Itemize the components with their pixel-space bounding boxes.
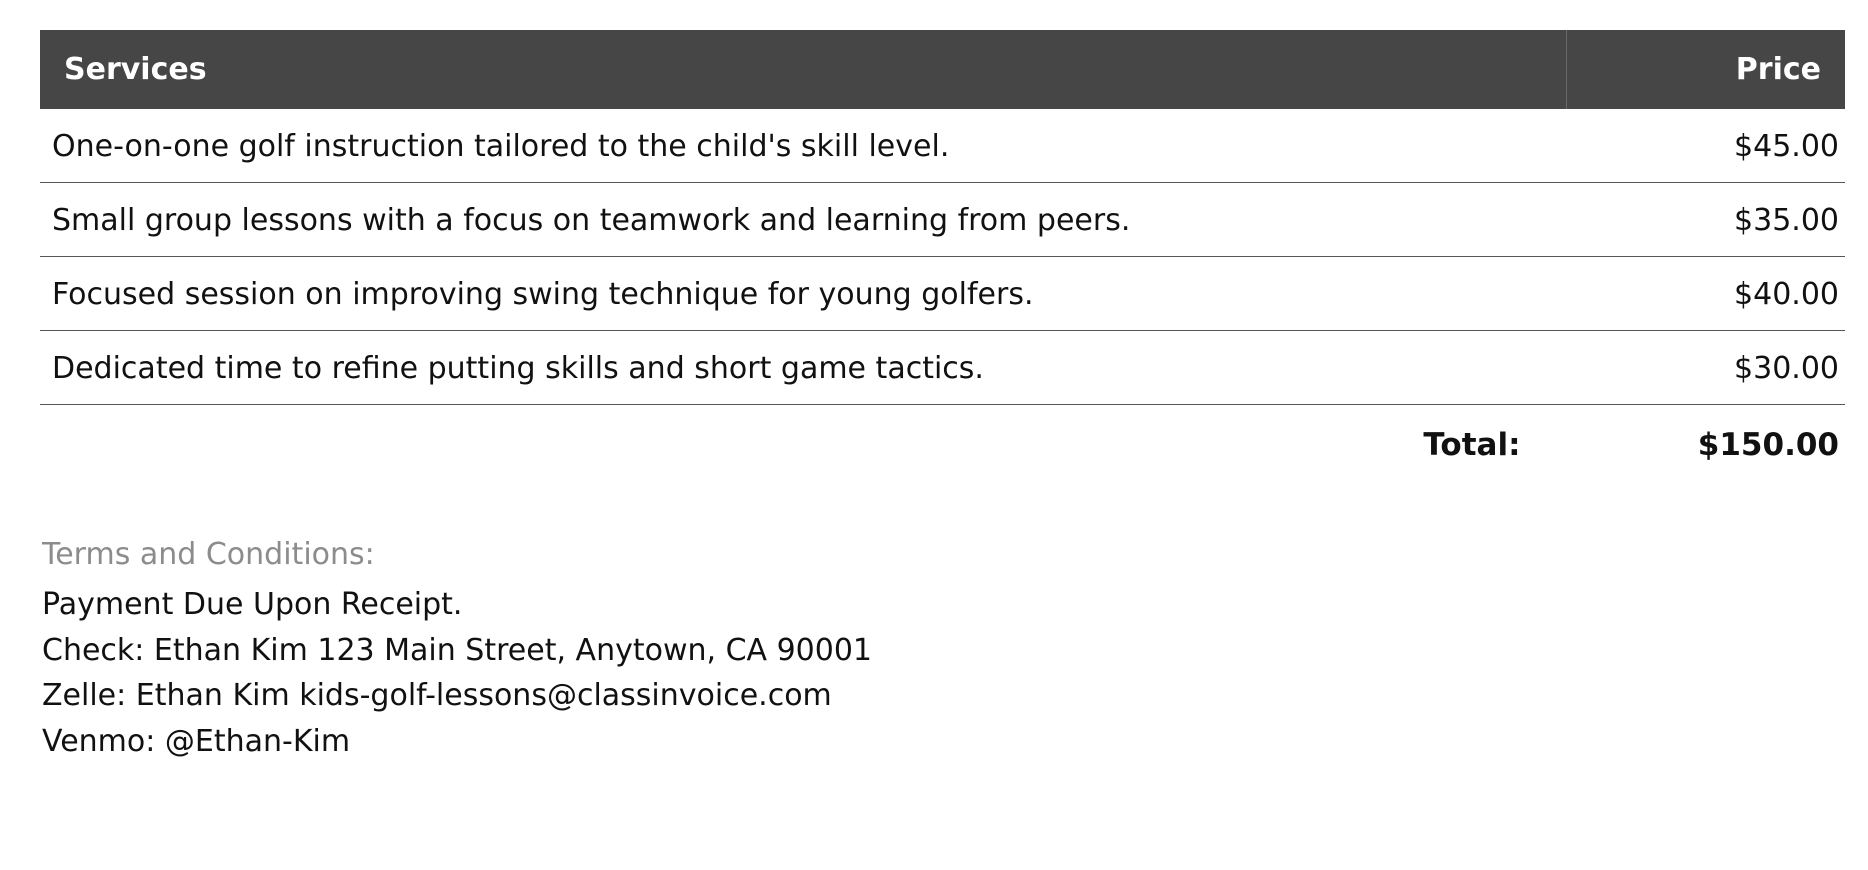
table-row: [40, 331, 1845, 405]
terms-heading: Terms and Conditions:: [42, 537, 375, 572]
table-body: [40, 109, 1845, 481]
service-description: Dedicated time to refine putting skills and short game tactics.: [40, 331, 1567, 405]
service-description: Small group lessons with a focus on teamwork and learning from peers.: [40, 183, 1567, 257]
service-price: $40.00: [1567, 257, 1846, 331]
table-total-row: [40, 405, 1845, 482]
services-price-table: [40, 30, 1845, 481]
service-price: $45.00: [1567, 109, 1846, 183]
table-header-row: [40, 30, 1845, 109]
column-header-price: Price: [1567, 30, 1846, 109]
terms-line-check: Check: Ethan Kim 123 Main Street, Anytown, CA 90001: [42, 632, 873, 668]
table-row: [40, 183, 1845, 257]
terms-line-payment: Payment Due Upon Receipt.: [42, 587, 463, 622]
service-price: $30.00: [1567, 331, 1846, 405]
table-header: [40, 30, 1845, 109]
service-price: $35.00: [1567, 183, 1846, 257]
table-row: [40, 109, 1845, 183]
terms-line-zelle: Zelle: Ethan Kim kids-golf-lessons@classinvoice.com: [42, 678, 832, 714]
table-row: [40, 257, 1845, 331]
total-value: $150.00: [1697, 427, 1839, 463]
column-header-services: Services: [64, 52, 207, 87]
service-description: Focused session on improving swing technique for young golfers.: [40, 257, 1567, 331]
service-description: One-on-one golf instruction tailored to the child's skill level.: [40, 109, 1567, 183]
terms-line-venmo: Venmo: @Ethan-Kim: [42, 723, 351, 759]
total-label: Total:: [1423, 427, 1521, 463]
terms-and-conditions-section: [40, 537, 1828, 764]
